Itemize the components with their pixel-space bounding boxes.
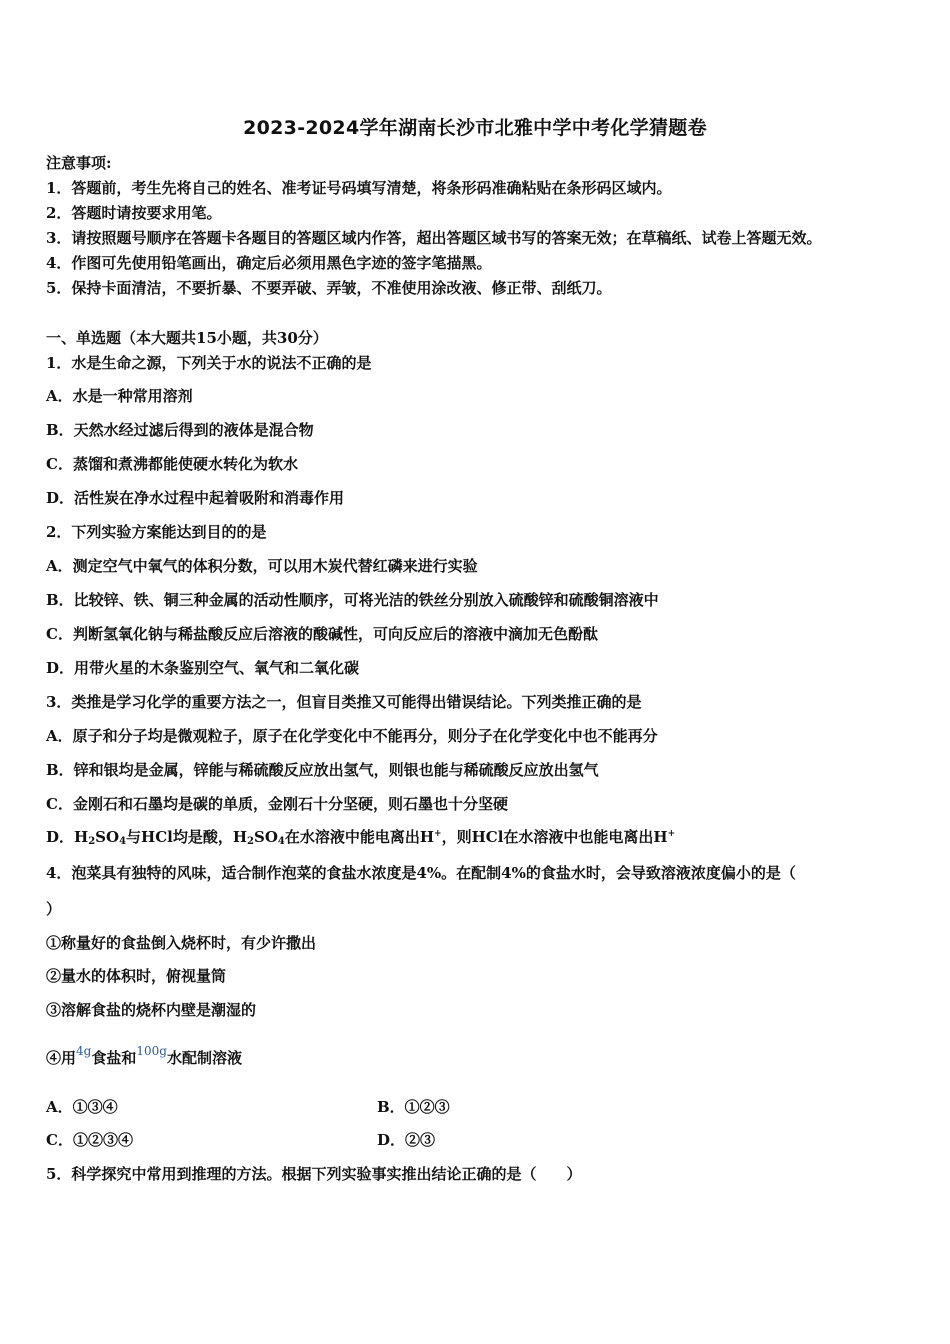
q3-option-c: C．金刚石和石墨均是碳的单质，金刚石十分坚硬，则石墨也十分坚硬	[46, 795, 508, 813]
q3-option-b: B．锌和银均是金属，锌能与稀硫酸反应放出氢气，则银也能与稀硫酸反应放出氢气	[46, 761, 599, 779]
q4-item-3: ③溶解食盐的烧杯内壁是潮湿的	[46, 1001, 257, 1019]
q3-option-d: D．$H_2SO_4$与HCl均是酸，$H_2SO_4$在水溶液中能电离出H+，则HCl在水溶液中也能电离出H+	[46, 828, 676, 847]
q4-option-d: D．②③	[377, 1131, 436, 1149]
q3-option-a: A．原子和分子均是微观粒子，原子在化学变化中不能再分，则分子在化学变化中也不能再分	[46, 727, 658, 745]
q3-stem: 3．类推是学习化学的重要方法之一，但盲目类推又可能得出错误结论。下列类推正确的是	[46, 693, 642, 711]
section-heading: 一、单选题（本大题共15小题，共30分）	[46, 329, 328, 347]
page-title: 2023-2024学年湖南长沙市北雅中学中考化学猜题卷	[243, 117, 707, 139]
q2-option-c: C．判断氢氧化钠与稀盐酸反应后溶液的酸碱性，可向反应后的溶液中滴加无色酚酞	[46, 625, 598, 643]
notice-item-1: 1．答题前，考生先将自己的姓名、准考证号码填写清楚，将条形码准确粘贴在条形码区域内。	[46, 179, 672, 197]
notice-item-4: 4．作图可先使用铅笔画出，确定后必须用黑色字迹的签字笔描黑。	[46, 254, 492, 272]
q4-option-a: A．①③④	[46, 1098, 118, 1116]
q1-stem: 1．水是生命之源，下列关于水的说法不正确的是	[46, 354, 372, 372]
q4-stem: 4．泡菜具有独特的风味，适合制作泡菜的食盐水浓度是4%。在配制4%的食盐水时，会导致溶液浓度偏小的是（	[46, 864, 796, 882]
q4-item-1: ①称量好的食盐倒入烧杯时，有少许撒出	[46, 934, 317, 952]
q2-stem: 2．下列实验方案能达到目的的是	[46, 523, 267, 541]
notice-item-2: 2．答题时请按要求用笔。	[46, 204, 222, 222]
q4-option-b: B．①②③	[377, 1098, 450, 1116]
q1-option-d: D．活性炭在净水过程中起着吸附和消毒作用	[46, 489, 345, 507]
q1-option-a: A．水是一种常用溶剂	[46, 387, 193, 405]
q2-option-a: A．测定空气中氧气的体积分数，可以用木炭代替红磷来进行实验	[46, 557, 478, 575]
q5-stem: 5．科学探究中常用到推理的方法。根据下列实验事实推出结论正确的是（ ）	[46, 1165, 582, 1183]
notice-item-5: 5．保持卡面清洁，不要折暴、不要弄破、弄皱，不准使用涂改液、修正带、刮纸刀。	[46, 279, 612, 297]
q2-option-d: D．用带火星的木条鉴别空气、氧气和二氧化碳	[46, 659, 360, 677]
q4-item-4: ④用$^{4g}$食盐和$^{100g}$水配制溶液	[46, 1044, 242, 1067]
q1-option-c: C．蒸馏和煮沸都能使硬水转化为软水	[46, 455, 298, 473]
notice-heading: 注意事项:	[46, 154, 112, 172]
q4-stem-cont: ）	[46, 900, 62, 918]
q1-option-b: B．天然水经过滤后得到的液体是混合物	[46, 421, 314, 439]
q4-option-c: C．①②③④	[46, 1131, 133, 1149]
notice-item-3: 3．请按照题号顺序在答题卡各题目的答题区域内作答，超出答题区域书写的答案无效；在草稿纸、试卷上答题无效。	[46, 229, 822, 247]
q4-item-2: ②量水的体积时，俯视量筒	[46, 967, 227, 985]
q2-option-b: B．比较锌、铁、铜三种金属的活动性顺序，可将光洁的铁丝分别放入硫酸锌和硫酸铜溶液中	[46, 591, 659, 609]
